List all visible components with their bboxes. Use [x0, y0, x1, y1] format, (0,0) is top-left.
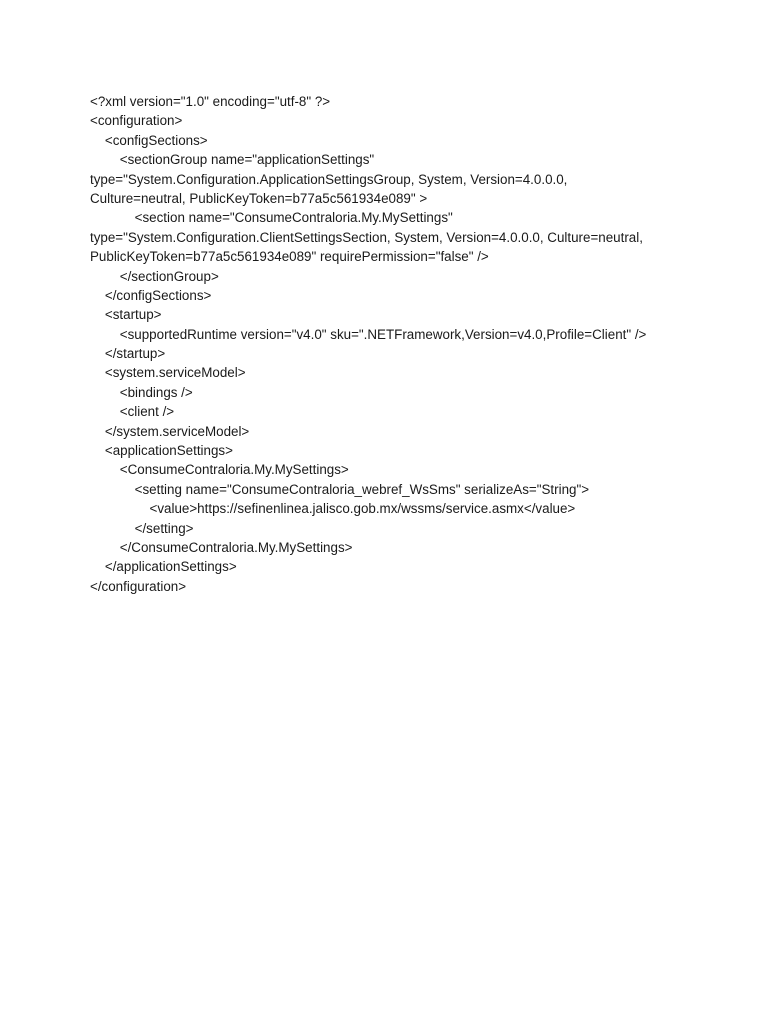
text-line: <configSections> [90, 132, 208, 148]
text-line: <bindings /> [90, 384, 193, 400]
text-line: <system.serviceModel> [90, 365, 246, 381]
text-line: </setting> [90, 520, 194, 536]
text-line: <ConsumeContraloria.My.MySettings> [90, 462, 349, 478]
text-line: </configuration> [90, 578, 187, 594]
xml-config-text [90, 92, 730, 596]
text-line: <value>https://sefinenlinea.jalisco.gob.mx/wssms/service.asmx</value> [90, 501, 576, 517]
text-line: </startup> [90, 346, 166, 362]
text-line: Culture=neutral, PublicKeyToken=b77a5c561934e089" > [90, 190, 428, 206]
text-line: <?xml version="1.0" encoding="utf-8" ?> [90, 94, 331, 109]
text-line: <section name="ConsumeContraloria.My.MySettings" [90, 210, 453, 226]
text-line: </applicationSettings> [90, 559, 237, 575]
text-line: <sectionGroup name="applicationSettings" [90, 152, 375, 168]
text-line: type="System.Configuration.ClientSettingsSection, System, Version=4.0.0.0, Culture=neutral, [90, 229, 643, 245]
text-line: </ConsumeContraloria.My.MySettings> [90, 539, 353, 555]
text-line: </sectionGroup> [90, 268, 219, 284]
text-line: PublicKeyToken=b77a5c561934e089" requirePermission="false" /> [90, 249, 489, 265]
text-line: </system.serviceModel> [90, 423, 250, 439]
text-line: </configSections> [90, 287, 212, 303]
text-line: <supportedRuntime version="v4.0" sku=".NETFramework,Version=v4.0,Profile=Client" /> [90, 326, 647, 342]
text-line: <setting name="ConsumeContraloria_webref_WsSms" serializeAs="String"> [90, 481, 590, 497]
text-line: <configuration> [90, 113, 183, 129]
text-line: <startup> [90, 307, 162, 323]
text-line: type="System.Configuration.ApplicationSettingsGroup, System, Version=4.0.0.0, [90, 171, 568, 187]
text-line: <applicationSettings> [90, 443, 233, 459]
text-line: <client /> [90, 404, 175, 420]
